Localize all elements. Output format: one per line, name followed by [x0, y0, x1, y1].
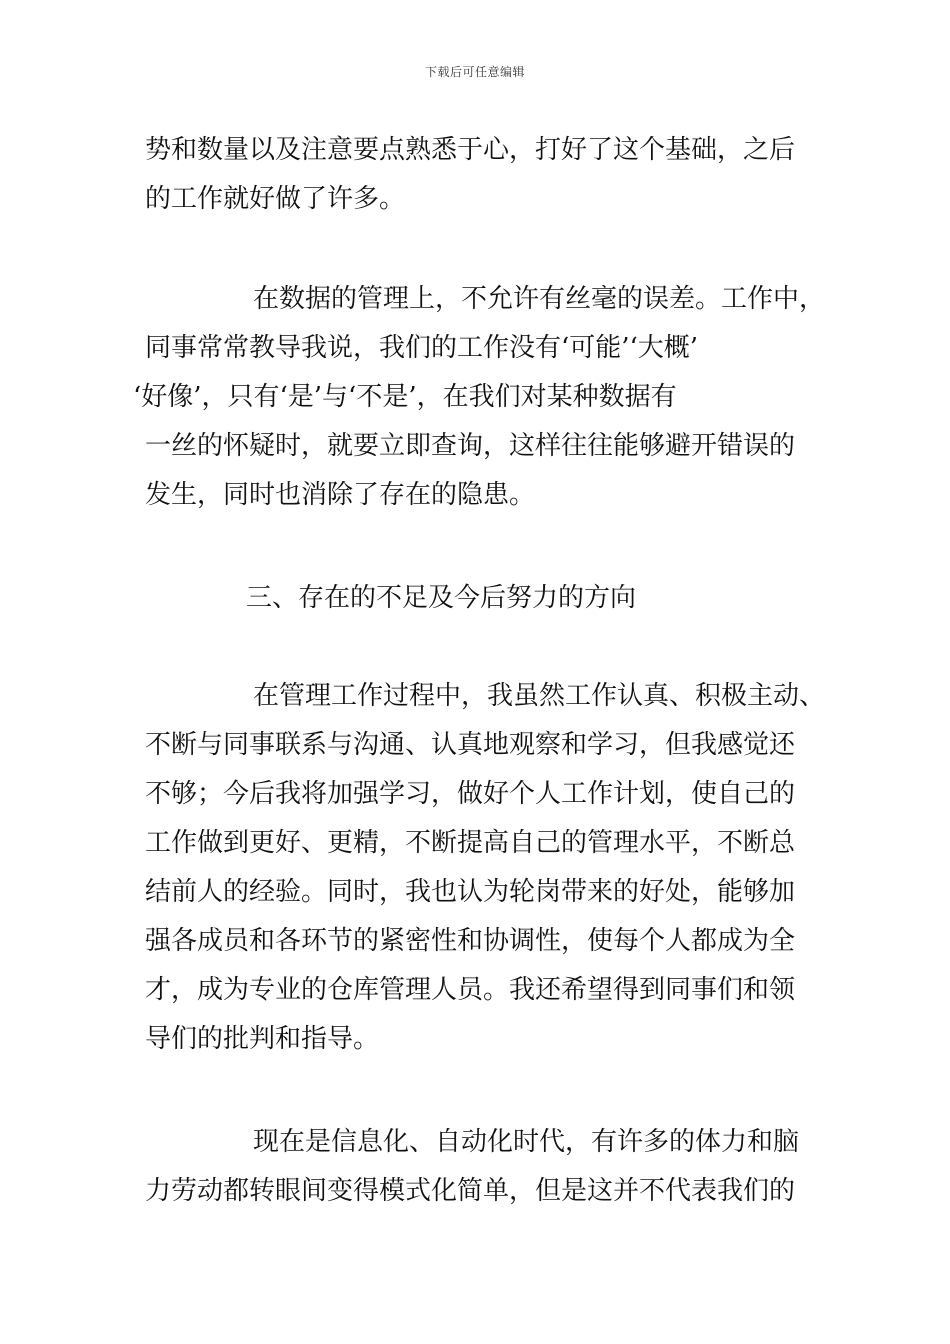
- paragraph-1: [145, 126, 825, 224]
- paragraph-4: [145, 1118, 825, 1216]
- paragraph-line: 才，成为专业的仓库管理人员。我还希望得到同事们和领: [145, 975, 796, 1005]
- paragraph-line: 结前人的经验。同时，我也认为轮岗带来的好处，能够加: [145, 877, 796, 907]
- paragraph-2: [133, 275, 826, 520]
- paragraph-line: 的工作就好做了许多。: [145, 184, 406, 214]
- paragraph-line: 不够；今后我将加强学习，做好个人工作计划，使自己的: [145, 779, 796, 809]
- paragraph-line: 不断与同事联系与沟通、认真地观察和学习，但我感觉还: [145, 730, 796, 760]
- paragraph-line: 在管理工作过程中，我虽然工作认真、积极主动、: [253, 681, 826, 711]
- paragraph-line: 势和数量以及注意要点熟悉于心，打好了这个基础，之后: [145, 135, 796, 165]
- paragraph-3: [145, 672, 825, 1064]
- paragraph-line: 工作做到更好、更精，不断提高自己的管理水平，不断总: [145, 828, 796, 858]
- paragraph-line: 现在是信息化、自动化时代，有许多的体力和脑: [253, 1127, 800, 1157]
- paragraph-line: 强各成员和各环节的紧密性和协调性，使每个人都成为全: [145, 926, 796, 956]
- paragraph-line: 导们的批判和指导。: [145, 1024, 380, 1054]
- page-header: 下载后可任意编辑: [424, 65, 525, 79]
- paragraph-line: 一丝的怀疑时，就要立即查询，这样往往能够避开错误的: [145, 431, 796, 461]
- paragraph-line: 力劳动都转眼间变得模式化简单，但是这并不代表我们的: [145, 1176, 796, 1206]
- paragraph-line: 在数据的管理上，不允许有丝毫的误差。工作中，: [253, 284, 826, 314]
- paragraph-line: ‘好像’，只有‘是’与‘不是’，在我们对某种数据有: [133, 382, 677, 412]
- paragraph-line: 发生，同时也消除了存在的隐患。: [145, 480, 536, 510]
- paragraph-line: 同事常常教导我说，我们的工作没有‘可能’‘大概’: [145, 333, 699, 363]
- section-heading: 三、存在的不足及今后努力的方向: [246, 583, 637, 613]
